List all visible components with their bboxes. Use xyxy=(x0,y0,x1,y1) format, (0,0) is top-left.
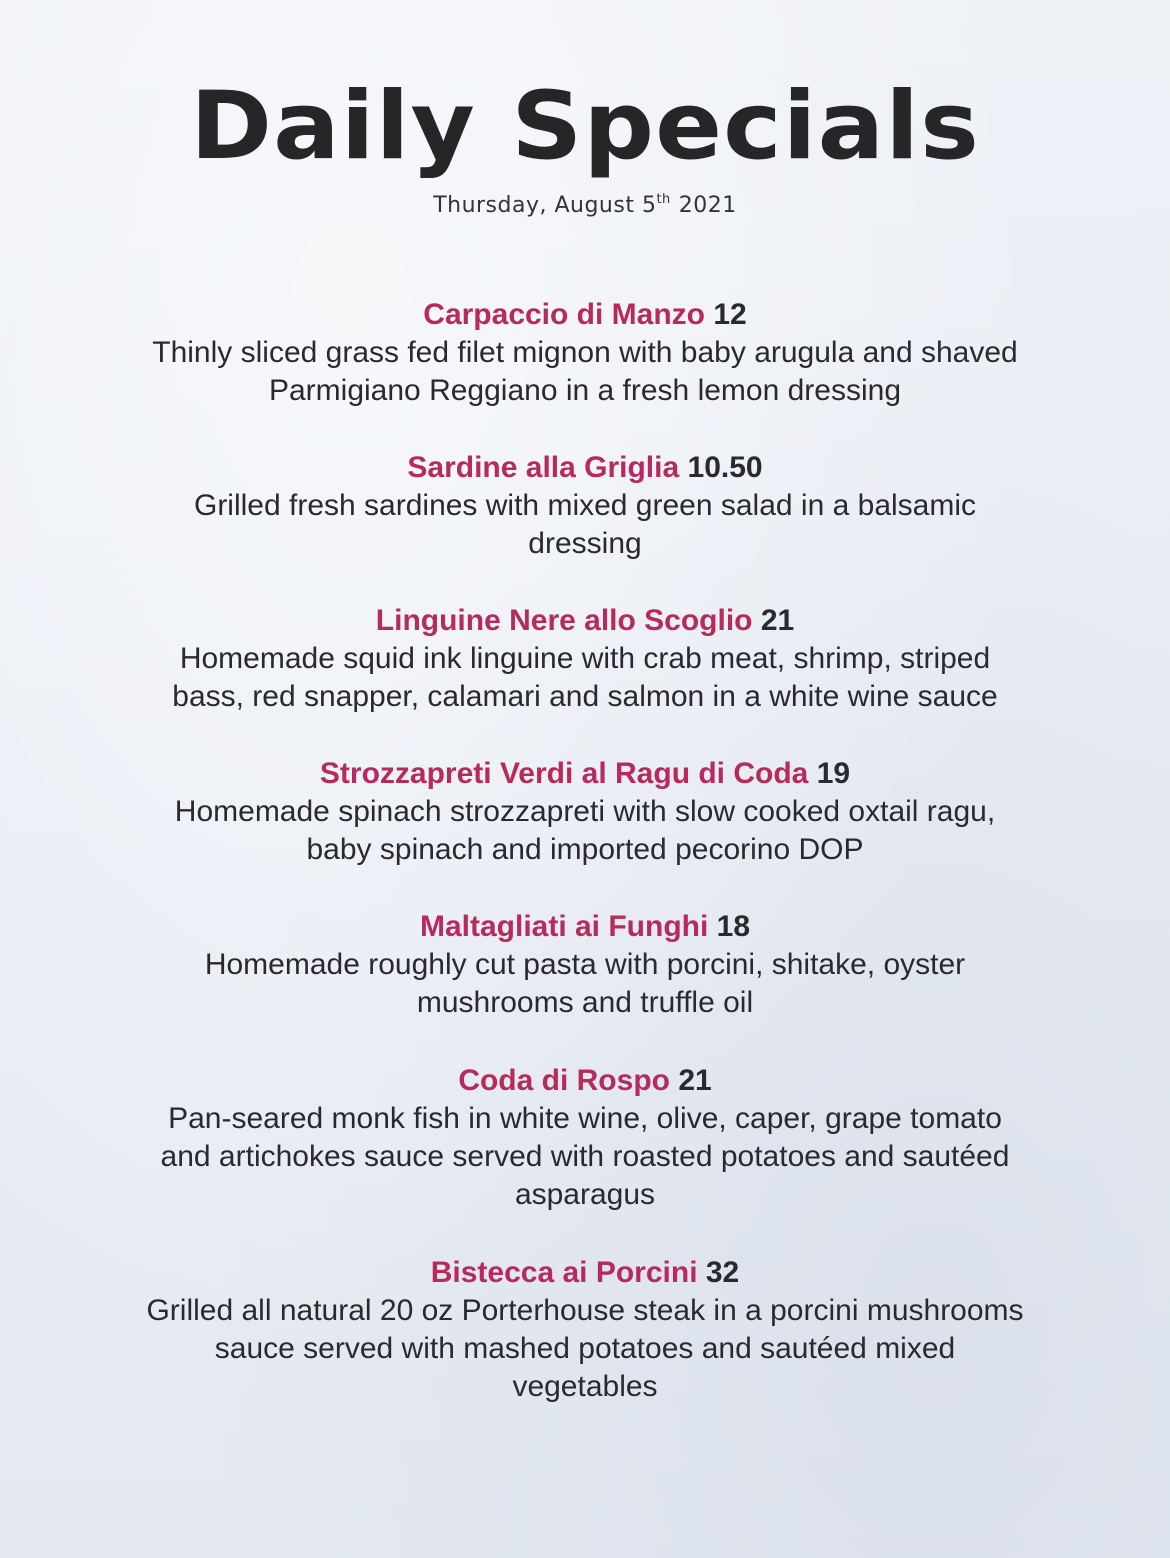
item-description xyxy=(60,1292,1110,1406)
item-heading xyxy=(60,296,1110,334)
description-line: vegetables xyxy=(512,1370,658,1403)
menu-item xyxy=(60,602,1110,716)
description-line: Homemade roughly cut pasta with porcini, shitake, oyster xyxy=(204,948,966,981)
item-name: Sardine alla Griglia xyxy=(407,451,680,484)
item-description xyxy=(60,1100,1110,1214)
description-line: baby spinach and imported pecorino DOP xyxy=(306,833,864,866)
item-price: 21 xyxy=(678,1064,712,1097)
item-price: 12 xyxy=(713,298,747,331)
description-line: sauce served with mashed potatoes and sautéed mixed xyxy=(214,1332,956,1365)
menu-item xyxy=(60,755,1110,869)
description-line: mushrooms and truffle oil xyxy=(416,986,754,1019)
item-heading xyxy=(60,1062,1110,1100)
description-line: and artichokes sauce served with roasted potatoes and sautéed xyxy=(160,1140,1010,1173)
item-heading xyxy=(60,1254,1110,1292)
date-weekday-month: Thursday, August 5 xyxy=(433,193,657,218)
item-heading xyxy=(60,908,1110,946)
item-description xyxy=(60,640,1110,716)
description-line: Parmigiano Reggiano in a fresh lemon dressing xyxy=(268,374,902,407)
item-price: 10.50 xyxy=(687,451,763,484)
item-price: 21 xyxy=(760,604,795,637)
item-description xyxy=(60,487,1110,563)
page-title: Daily Specials xyxy=(190,72,980,181)
item-name: Linguine Nere allo Scoglio xyxy=(375,604,753,637)
menu-item xyxy=(60,1062,1110,1214)
date-year: 2021 xyxy=(678,193,737,218)
item-description xyxy=(60,793,1110,869)
description-line: dressing xyxy=(528,527,642,560)
description-line: asparagus xyxy=(514,1178,656,1211)
menu-item xyxy=(60,449,1110,563)
date-ordinal: th xyxy=(656,192,671,207)
item-name: Strozzapreti Verdi al Ragu di Coda xyxy=(319,757,809,790)
item-price: 19 xyxy=(816,757,851,790)
description-line: Thinly sliced grass fed filet mignon with baby arugula and shaved xyxy=(152,336,1018,369)
description-line: Pan-seared monk fish in white wine, olive, caper, grape tomato xyxy=(168,1102,1002,1135)
item-price: 18 xyxy=(716,910,751,943)
item-description xyxy=(60,946,1110,1022)
item-name: Coda di Rospo xyxy=(458,1064,670,1097)
menu-date xyxy=(0,192,1170,218)
item-heading xyxy=(60,602,1110,640)
item-name: Bistecca ai Porcini xyxy=(430,1256,698,1289)
description-line: Grilled all natural 20 oz Porterhouse steak in a porcini mushrooms xyxy=(146,1294,1024,1327)
description-line: bass, red snapper, calamari and salmon in a white wine sauce xyxy=(172,680,998,713)
menu-item xyxy=(60,296,1110,410)
menu-item xyxy=(60,1254,1110,1406)
description-line: Homemade squid ink linguine with crab meat, shrimp, striped xyxy=(179,642,991,675)
item-description xyxy=(60,334,1110,410)
item-price: 32 xyxy=(705,1256,740,1289)
item-name: Maltagliati ai Funghi xyxy=(419,910,709,943)
description-line: Grilled fresh sardines with mixed green salad in a balsamic xyxy=(193,489,977,522)
item-name: Carpaccio di Manzo xyxy=(423,298,705,331)
item-heading xyxy=(60,755,1110,793)
menu-item xyxy=(60,908,1110,1022)
item-heading xyxy=(60,449,1110,487)
description-line: Homemade spinach strozzapreti with slow cooked oxtail ragu, xyxy=(174,795,996,828)
